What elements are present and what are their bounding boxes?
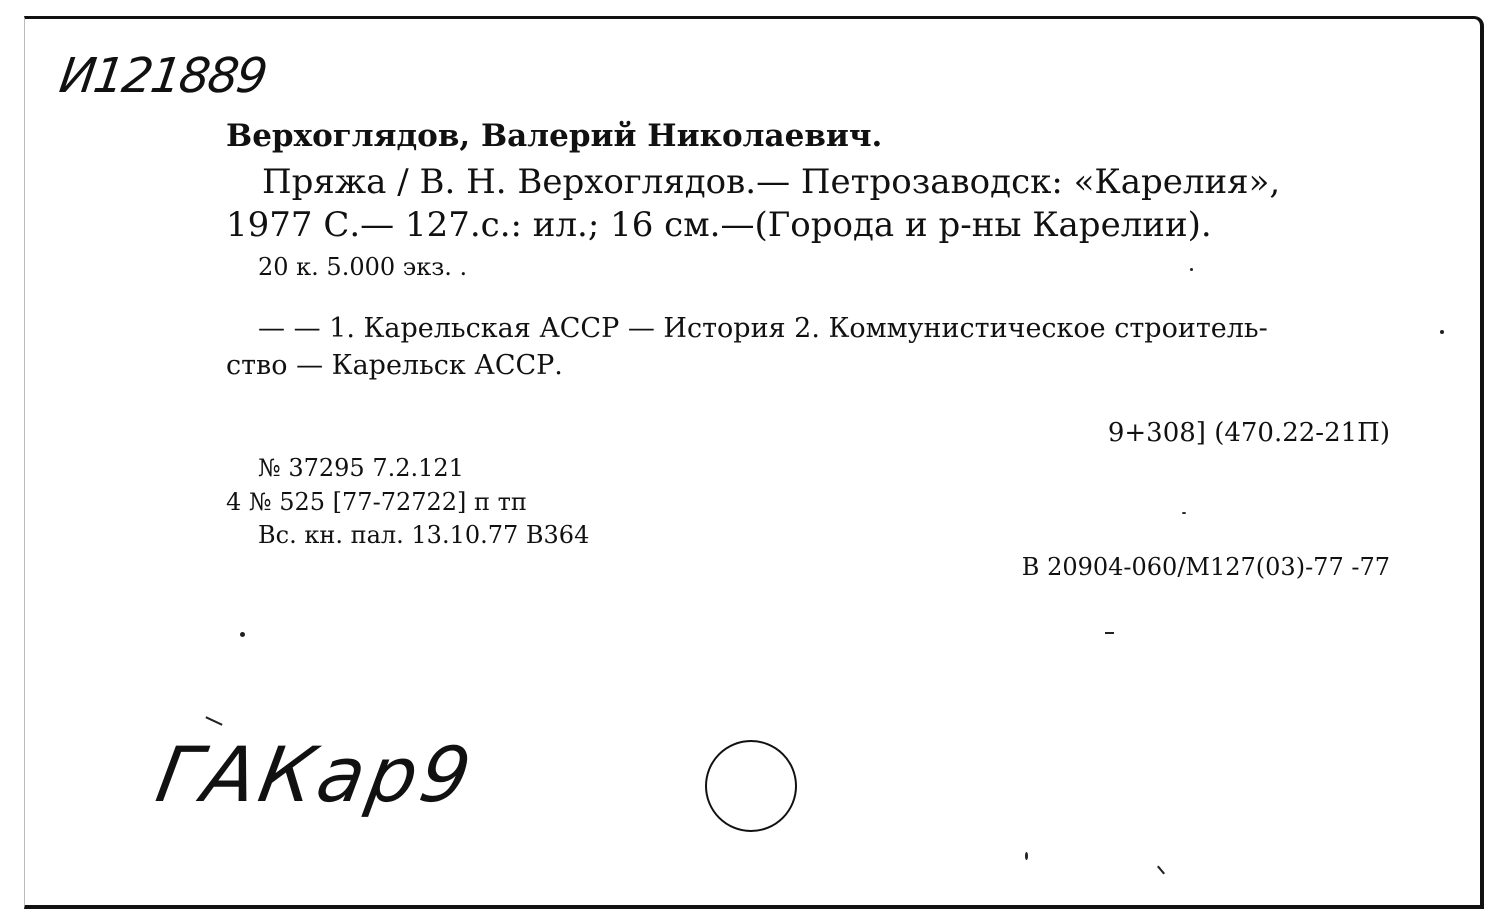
punch-hole-circle <box>705 740 797 832</box>
book-chamber-number: Вс. кн. пал. 13.10.77 В364 <box>258 521 590 549</box>
publisher-code: В 20904-060/М127(03)-77 -77 <box>1021 553 1390 581</box>
speck <box>1105 632 1114 634</box>
handwritten-archive-note: ГАКар9 <box>150 730 482 819</box>
handwritten-inventory-number: И121889 <box>56 48 270 104</box>
title-line-1: Пряжа / В. Н. Верхоглядов.— Петрозаводск: «Карелия», <box>262 162 1281 202</box>
speck <box>1025 852 1028 860</box>
author-heading: Верхоглядов, Валерий Николаевич. <box>226 118 883 154</box>
speck <box>1190 268 1193 271</box>
card-number-2: 4 № 525 [77-72722] п тп <box>226 488 527 516</box>
subjects-line-1: — — 1. Карельская АССР — История 2. Коммунистическое строитель- <box>258 313 1268 344</box>
card-number-1: № 37295 7.2.121 <box>258 454 464 482</box>
title-line-2: 1977 С.— 127.с.: ил.; 16 см.—(Города и р-ны Карелии). <box>226 205 1212 245</box>
price-print-run: 20 к. 5.000 экз. . <box>258 253 468 281</box>
speck <box>240 632 245 637</box>
classification-index: 9+308] (470.22-21П) <box>1107 418 1390 448</box>
subjects-line-2: ство — Карельск АССР. <box>226 350 563 381</box>
speck <box>1182 512 1186 514</box>
speck <box>1440 330 1444 334</box>
